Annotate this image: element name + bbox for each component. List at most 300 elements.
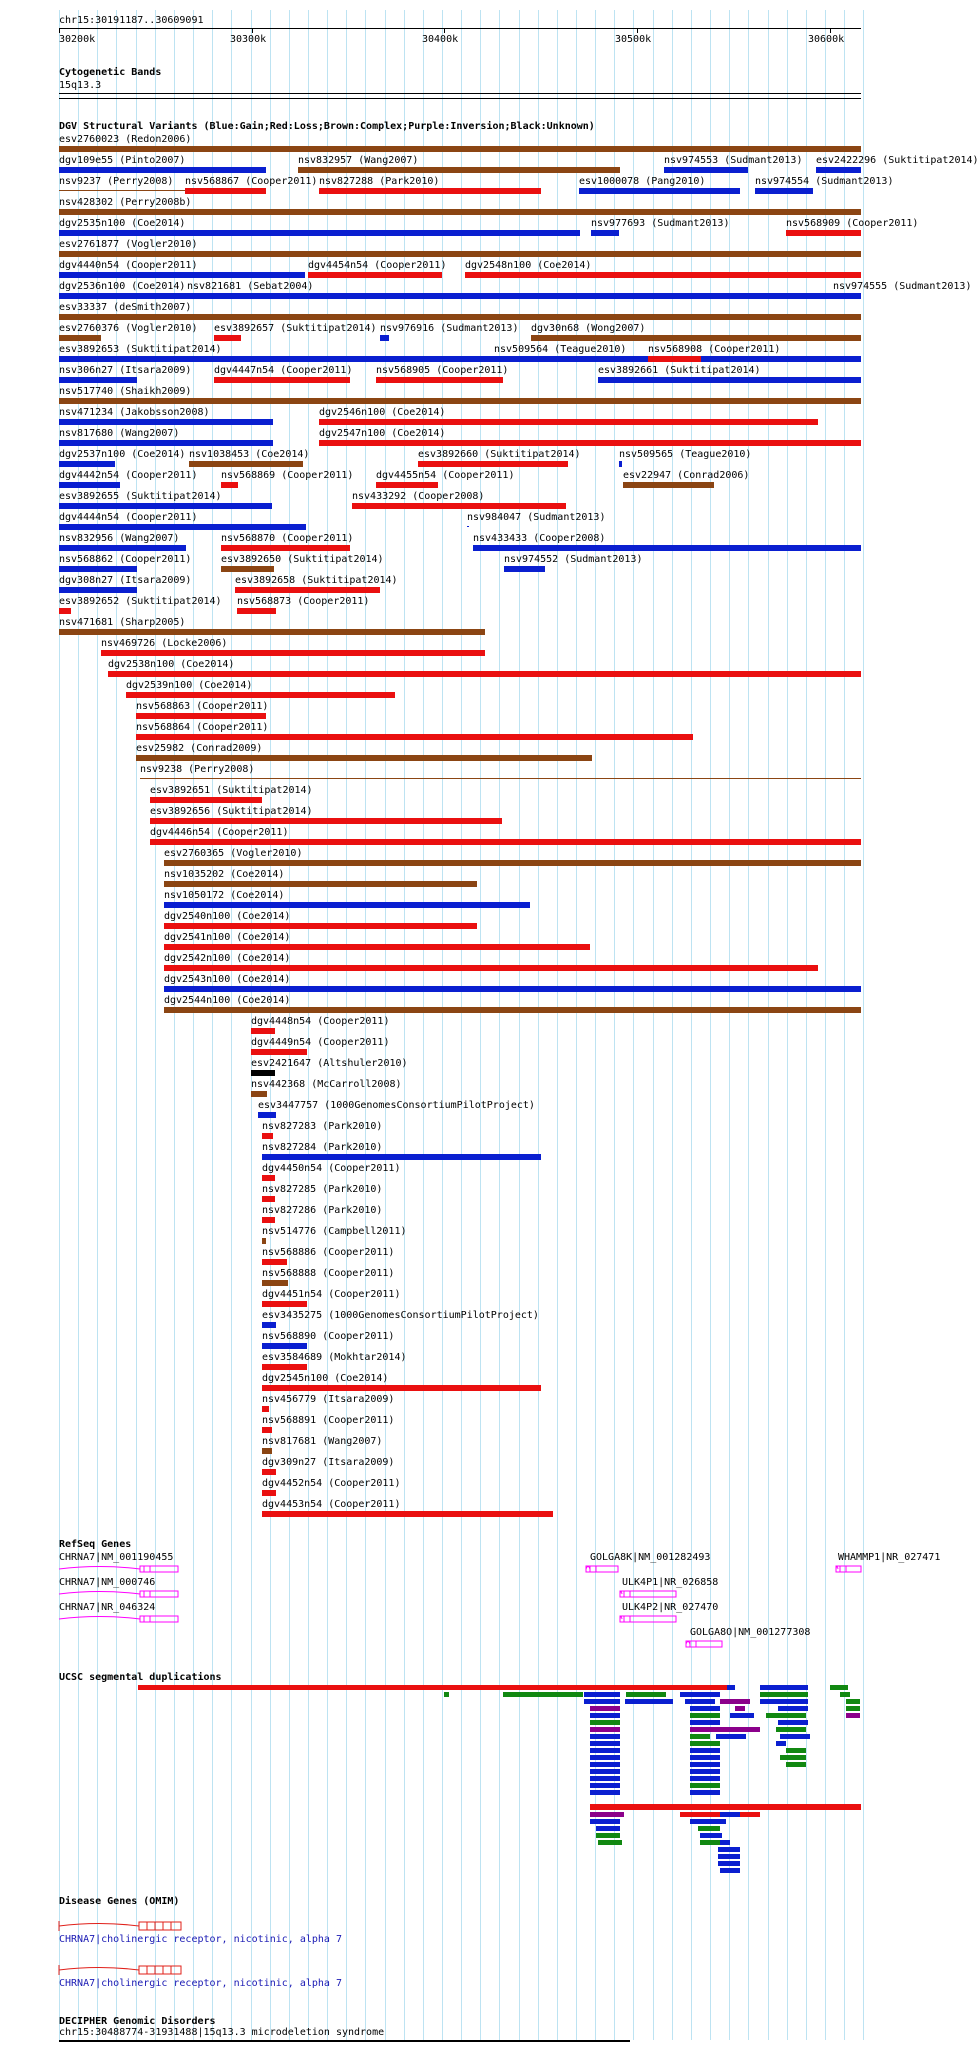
dgv-variant-bar[interactable] bbox=[59, 629, 485, 635]
dgv-variant-label[interactable]: dgv2543n100 (Coe2014) bbox=[164, 974, 291, 985]
dgv-variant-label[interactable]: esv3892658 (Suktitipat2014) bbox=[235, 575, 398, 586]
dgv-variant-bar[interactable] bbox=[221, 482, 238, 488]
dgv-variant-bar[interactable] bbox=[59, 190, 187, 191]
segdup-block[interactable] bbox=[690, 1706, 720, 1711]
segdup-block[interactable] bbox=[590, 1790, 620, 1795]
segdup-block[interactable] bbox=[776, 1727, 806, 1732]
segdup-block[interactable] bbox=[590, 1706, 620, 1711]
dgv-variant-label[interactable]: esv3892660 (Suktitipat2014) bbox=[418, 449, 581, 460]
segdup-block[interactable] bbox=[590, 1776, 620, 1781]
dgv-variant-bar[interactable] bbox=[648, 356, 701, 362]
dgv-variant-label[interactable]: dgv4447n54 (Cooper2011) bbox=[214, 365, 353, 376]
dgv-variant-bar[interactable] bbox=[376, 377, 503, 383]
dgv-variant-label[interactable]: nsv517740 (Shaikh2009) bbox=[59, 386, 192, 397]
dgv-variant-label[interactable]: nsv827288 (Park2010) bbox=[319, 176, 440, 187]
dgv-variant-label[interactable]: nsv428302 (Perry2008b) bbox=[59, 197, 192, 208]
dgv-variant-bar[interactable] bbox=[251, 1070, 275, 1076]
dgv-variant-bar[interactable] bbox=[164, 965, 818, 971]
dgv-variant-label[interactable]: nsv9238 (Perry2008) bbox=[140, 764, 255, 775]
refseq-gene-glyph[interactable] bbox=[838, 1563, 865, 1575]
dgv-variant-label[interactable]: nsv306n27 (Itsara2009) bbox=[59, 365, 192, 376]
dgv-variant-label[interactable]: dgv2545n100 (Coe2014) bbox=[262, 1373, 389, 1384]
dgv-variant-label[interactable]: esv3892651 (Suktitipat2014) bbox=[150, 785, 313, 796]
dgv-variant-label[interactable]: dgv4446n54 (Cooper2011) bbox=[150, 827, 289, 838]
dgv-variant-bar[interactable] bbox=[833, 293, 861, 299]
dgv-variant-bar[interactable] bbox=[59, 314, 861, 320]
segdup-block[interactable] bbox=[720, 1812, 740, 1817]
segdup-block[interactable] bbox=[700, 1840, 722, 1845]
dgv-variant-label[interactable]: dgv2547n100 (Coe2014) bbox=[319, 428, 446, 439]
segdup-block[interactable] bbox=[780, 1755, 806, 1760]
segdup-block[interactable] bbox=[590, 1741, 620, 1746]
dgv-variant-label[interactable]: dgv2539n100 (Coe2014) bbox=[126, 680, 253, 691]
dgv-variant-label[interactable]: esv33337 (deSmith2007) bbox=[59, 302, 192, 313]
dgv-variant-label[interactable]: esv2760365 (Vogler2010) bbox=[164, 848, 303, 859]
dgv-variant-label[interactable]: dgv4454n54 (Cooper2011) bbox=[308, 260, 447, 271]
dgv-variant-label[interactable]: dgv4451n54 (Cooper2011) bbox=[262, 1289, 401, 1300]
dgv-variant-bar[interactable] bbox=[136, 713, 266, 719]
segdup-block[interactable] bbox=[584, 1692, 620, 1697]
segdup-block[interactable] bbox=[590, 1819, 620, 1824]
dgv-variant-bar[interactable] bbox=[214, 377, 350, 383]
dgv-variant-bar[interactable] bbox=[262, 1364, 307, 1370]
dgv-variant-label[interactable]: nsv817681 (Wang2007) bbox=[262, 1436, 383, 1447]
dgv-variant-label[interactable]: esv22947 (Conrad2006) bbox=[623, 470, 750, 481]
omim-gene-glyph[interactable] bbox=[59, 1963, 184, 1977]
dgv-variant-bar[interactable] bbox=[59, 503, 272, 509]
dgv-variant-bar[interactable] bbox=[258, 1112, 276, 1118]
segdup-block[interactable] bbox=[690, 1790, 720, 1795]
dgv-variant-bar[interactable] bbox=[504, 566, 545, 572]
refseq-gene-glyph[interactable] bbox=[59, 1588, 182, 1600]
segdup-block[interactable] bbox=[596, 1826, 620, 1831]
segdup-block[interactable] bbox=[596, 1833, 620, 1838]
dgv-variant-bar[interactable] bbox=[380, 335, 389, 341]
dgv-variant-label[interactable]: nsv568867 (Cooper2011) bbox=[185, 176, 318, 187]
segdup-block[interactable] bbox=[776, 1741, 786, 1746]
dgv-variant-bar[interactable] bbox=[664, 167, 748, 173]
dgv-variant-label[interactable]: dgv4440n54 (Cooper2011) bbox=[59, 260, 198, 271]
dgv-variant-label[interactable]: dgv4448n54 (Cooper2011) bbox=[251, 1016, 390, 1027]
dgv-variant-label[interactable]: dgv2535n100 (Coe2014) bbox=[59, 218, 186, 229]
dgv-variant-label[interactable]: nsv974553 (Sudmant2013) bbox=[664, 155, 803, 166]
dgv-variant-bar[interactable] bbox=[262, 1217, 275, 1223]
dgv-variant-label[interactable]: nsv469726 (Locke2006) bbox=[101, 638, 228, 649]
dgv-variant-bar[interactable] bbox=[623, 482, 714, 488]
segdup-block[interactable] bbox=[690, 1776, 720, 1781]
dgv-variant-label[interactable]: nsv509565 (Teague2010) bbox=[619, 449, 752, 460]
dgv-variant-label[interactable]: esv2421647 (Altshuler2010) bbox=[251, 1058, 408, 1069]
dgv-variant-bar[interactable] bbox=[619, 461, 622, 467]
dgv-variant-bar[interactable] bbox=[150, 818, 502, 824]
dgv-variant-label[interactable]: dgv2536n100 (Coe2014) bbox=[59, 281, 186, 292]
dgv-variant-label[interactable]: esv3892650 (Suktitipat2014) bbox=[221, 554, 384, 565]
dgv-variant-bar[interactable] bbox=[319, 419, 818, 425]
dgv-variant-bar[interactable] bbox=[59, 566, 137, 572]
segdup-block[interactable] bbox=[690, 1713, 720, 1718]
dgv-variant-label[interactable]: dgv2542n100 (Coe2014) bbox=[164, 953, 291, 964]
dgv-variant-label[interactable]: esv3892652 (Suktitipat2014) bbox=[59, 596, 222, 607]
segdup-block[interactable] bbox=[846, 1706, 860, 1711]
segdup-block[interactable] bbox=[625, 1699, 673, 1704]
dgv-variant-label[interactable]: nsv568886 (Cooper2011) bbox=[262, 1247, 395, 1258]
dgv-variant-label[interactable]: nsv456779 (Itsara2009) bbox=[262, 1394, 395, 1405]
dgv-variant-bar[interactable] bbox=[465, 272, 861, 278]
segdup-block[interactable] bbox=[690, 1727, 760, 1732]
segdup-block[interactable] bbox=[590, 1769, 620, 1774]
dgv-variant-label[interactable]: dgv2548n100 (Coe2014) bbox=[465, 260, 592, 271]
refseq-gene-glyph[interactable] bbox=[590, 1563, 622, 1575]
dgv-variant-label[interactable]: esv3435275 (1000GenomesConsortiumPilotProject) bbox=[262, 1310, 539, 1321]
segdup-block[interactable] bbox=[138, 1685, 728, 1690]
refseq-gene-label[interactable]: CHRNA7|NM_001190455 bbox=[59, 1552, 174, 1563]
dgv-variant-label[interactable]: dgv2546n100 (Coe2014) bbox=[319, 407, 446, 418]
dgv-variant-bar[interactable] bbox=[262, 1175, 275, 1181]
dgv-variant-bar[interactable] bbox=[786, 230, 861, 236]
dgv-variant-label[interactable]: dgv4449n54 (Cooper2011) bbox=[251, 1037, 390, 1048]
dgv-variant-bar[interactable] bbox=[591, 230, 619, 236]
refseq-gene-label[interactable]: WHAMMP1|NR_027471 bbox=[838, 1552, 941, 1563]
dgv-variant-bar[interactable] bbox=[262, 1427, 272, 1433]
segdup-block[interactable] bbox=[830, 1685, 848, 1690]
dgv-variant-label[interactable]: nsv568873 (Cooper2011) bbox=[237, 596, 370, 607]
dgv-variant-label[interactable]: esv2760376 (Vogler2010) bbox=[59, 323, 198, 334]
dgv-variant-label[interactable]: esv3447757 (1000GenomesConsortiumPilotProject) bbox=[258, 1100, 535, 1111]
dgv-variant-bar[interactable] bbox=[262, 1343, 307, 1349]
dgv-variant-bar[interactable] bbox=[262, 1301, 307, 1307]
dgv-variant-label[interactable]: nsv568908 (Cooper2011) bbox=[648, 344, 781, 355]
dgv-variant-bar[interactable] bbox=[298, 167, 620, 173]
dgv-variant-label[interactable]: esv3892661 (Suktitipat2014) bbox=[598, 365, 761, 376]
segdup-block[interactable] bbox=[786, 1762, 806, 1767]
dgv-variant-bar[interactable] bbox=[494, 358, 582, 359]
dgv-variant-label[interactable]: dgv4450n54 (Cooper2011) bbox=[262, 1163, 401, 1174]
dgv-variant-bar[interactable] bbox=[221, 545, 350, 551]
segdup-block[interactable] bbox=[700, 1833, 722, 1838]
dgv-variant-label[interactable]: nsv974555 (Sudmant2013) bbox=[833, 281, 972, 292]
segdup-block[interactable] bbox=[590, 1734, 620, 1739]
dgv-variant-label[interactable]: nsv974552 (Sudmant2013) bbox=[504, 554, 643, 565]
refseq-gene-glyph[interactable] bbox=[622, 1613, 680, 1625]
segdup-block[interactable] bbox=[590, 1783, 620, 1788]
dgv-variant-bar[interactable] bbox=[164, 860, 861, 866]
segdup-block[interactable] bbox=[716, 1734, 746, 1739]
dgv-variant-bar[interactable] bbox=[59, 356, 861, 362]
dgv-variant-label[interactable]: nsv568891 (Cooper2011) bbox=[262, 1415, 395, 1426]
segdup-block[interactable] bbox=[778, 1706, 808, 1711]
dgv-variant-label[interactable]: nsv977693 (Sudmant2013) bbox=[591, 218, 730, 229]
decipher-entry[interactable]: chr15:30488774-31931488|15q13.3 microdeletion syndrome bbox=[59, 2027, 385, 2038]
segdup-block[interactable] bbox=[590, 1812, 624, 1817]
segdup-block[interactable] bbox=[760, 1685, 808, 1690]
segdup-block[interactable] bbox=[590, 1762, 620, 1767]
dgv-variant-bar[interactable] bbox=[140, 778, 861, 779]
segdup-block[interactable] bbox=[760, 1692, 808, 1697]
dgv-variant-bar[interactable] bbox=[816, 167, 861, 173]
dgv-variant-label[interactable]: nsv1050172 (Coe2014) bbox=[164, 890, 285, 901]
segdup-block[interactable] bbox=[690, 1734, 710, 1739]
dgv-variant-bar[interactable] bbox=[136, 755, 592, 761]
segdup-block[interactable] bbox=[690, 1783, 720, 1788]
dgv-variant-label[interactable]: nsv817680 (Wang2007) bbox=[59, 428, 180, 439]
dgv-variant-bar[interactable] bbox=[189, 461, 303, 467]
dgv-variant-label[interactable]: nsv568862 (Cooper2011) bbox=[59, 554, 192, 565]
segdup-block[interactable] bbox=[730, 1713, 754, 1718]
refseq-gene-glyph[interactable] bbox=[690, 1638, 726, 1650]
refseq-gene-label[interactable]: GOLGA8K|NM_001282493 bbox=[590, 1552, 711, 1563]
dgv-variant-bar[interactable] bbox=[418, 461, 568, 467]
dgv-variant-bar[interactable] bbox=[59, 251, 861, 257]
segdup-block[interactable] bbox=[690, 1819, 726, 1824]
omim-gene-glyph[interactable] bbox=[59, 1919, 184, 1933]
segdup-block[interactable] bbox=[727, 1685, 735, 1690]
dgv-variant-bar[interactable] bbox=[59, 482, 120, 488]
dgv-variant-bar[interactable] bbox=[164, 944, 590, 950]
dgv-variant-label[interactable]: esv2422296 (Suktitipat2014) bbox=[816, 155, 979, 166]
dgv-variant-label[interactable]: nsv827285 (Park2010) bbox=[262, 1184, 383, 1195]
segdup-block[interactable] bbox=[685, 1699, 715, 1704]
dgv-variant-bar[interactable] bbox=[59, 587, 137, 593]
dgv-variant-label[interactable]: nsv9237 (Perry2008) bbox=[59, 176, 174, 187]
dgv-variant-bar[interactable] bbox=[185, 188, 266, 194]
dgv-variant-bar[interactable] bbox=[59, 545, 186, 551]
dgv-variant-label[interactable]: esv1000078 (Pang2010) bbox=[579, 176, 706, 187]
refseq-gene-glyph[interactable] bbox=[622, 1588, 680, 1600]
segdup-block[interactable] bbox=[720, 1699, 750, 1704]
dgv-variant-label[interactable]: dgv2544n100 (Coe2014) bbox=[164, 995, 291, 1006]
dgv-variant-bar[interactable] bbox=[59, 461, 115, 467]
dgv-variant-bar[interactable] bbox=[352, 503, 566, 509]
dgv-variant-bar[interactable] bbox=[262, 1511, 553, 1517]
refseq-gene-glyph[interactable] bbox=[59, 1613, 182, 1625]
dgv-variant-label[interactable]: dgv4442n54 (Cooper2011) bbox=[59, 470, 198, 481]
dgv-variant-bar[interactable] bbox=[101, 650, 485, 656]
dgv-variant-bar[interactable] bbox=[308, 272, 442, 278]
segdup-block[interactable] bbox=[690, 1748, 720, 1753]
segdup-block[interactable] bbox=[846, 1713, 860, 1718]
dgv-variant-label[interactable]: esv2761877 (Vogler2010) bbox=[59, 239, 198, 250]
dgv-variant-bar[interactable] bbox=[59, 419, 273, 425]
dgv-variant-bar[interactable] bbox=[579, 188, 740, 194]
dgv-variant-label[interactable]: nsv568905 (Cooper2011) bbox=[376, 365, 509, 376]
dgv-variant-label[interactable]: dgv4444n54 (Cooper2011) bbox=[59, 512, 198, 523]
segdup-block[interactable] bbox=[590, 1804, 861, 1810]
dgv-variant-bar[interactable] bbox=[164, 881, 477, 887]
segdup-block[interactable] bbox=[680, 1692, 720, 1697]
dgv-variant-bar[interactable] bbox=[262, 1322, 276, 1328]
dgv-variant-bar[interactable] bbox=[376, 482, 438, 488]
dgv-variant-bar[interactable] bbox=[598, 377, 861, 383]
dgv-variant-label[interactable]: dgv2540n100 (Coe2014) bbox=[164, 911, 291, 922]
segdup-block[interactable] bbox=[590, 1727, 620, 1732]
segdup-block[interactable] bbox=[584, 1699, 620, 1704]
dgv-variant-label[interactable]: nsv568863 (Cooper2011) bbox=[136, 701, 269, 712]
dgv-variant-bar[interactable] bbox=[262, 1133, 273, 1139]
dgv-variant-bar[interactable] bbox=[262, 1280, 288, 1286]
dgv-variant-bar[interactable] bbox=[262, 1385, 541, 1391]
dgv-variant-label[interactable]: dgv4455n54 (Cooper2011) bbox=[376, 470, 515, 481]
segdup-block[interactable] bbox=[590, 1713, 620, 1718]
dgv-variant-bar[interactable] bbox=[531, 335, 861, 341]
dgv-variant-bar[interactable] bbox=[221, 566, 274, 572]
dgv-variant-bar[interactable] bbox=[473, 545, 861, 551]
dgv-variant-bar[interactable] bbox=[59, 377, 137, 383]
segdup-block[interactable] bbox=[626, 1692, 666, 1697]
dgv-variant-label[interactable]: esv3892655 (Suktitipat2014) bbox=[59, 491, 222, 502]
dgv-variant-label[interactable]: nsv509564 (Teague2010) bbox=[494, 344, 627, 355]
dgv-variant-bar[interactable] bbox=[755, 188, 813, 194]
dgv-variant-bar[interactable] bbox=[59, 608, 71, 614]
dgv-variant-label[interactable]: esv2760023 (Redon2006) bbox=[59, 134, 192, 145]
segdup-block[interactable] bbox=[444, 1692, 449, 1697]
dgv-variant-bar[interactable] bbox=[126, 692, 395, 698]
refseq-gene-label[interactable]: CHRNA7|NM_000746 bbox=[59, 1577, 156, 1588]
dgv-variant-label[interactable]: dgv109e55 (Pinto2007) bbox=[59, 155, 186, 166]
dgv-variant-label[interactable]: nsv568870 (Cooper2011) bbox=[221, 533, 354, 544]
dgv-variant-label[interactable]: esv3892656 (Suktitipat2014) bbox=[150, 806, 313, 817]
dgv-variant-label[interactable]: nsv984047 (Sudmant2013) bbox=[467, 512, 606, 523]
dgv-variant-label[interactable]: esv3892653 (Suktitipat2014) bbox=[59, 344, 222, 355]
dgv-variant-bar[interactable] bbox=[59, 440, 273, 446]
dgv-variant-bar[interactable] bbox=[150, 839, 861, 845]
dgv-variant-bar[interactable] bbox=[251, 1049, 307, 1055]
dgv-variant-bar[interactable] bbox=[150, 797, 262, 803]
segdup-block[interactable] bbox=[840, 1692, 850, 1697]
dgv-variant-bar[interactable] bbox=[164, 923, 477, 929]
dgv-variant-bar[interactable] bbox=[262, 1448, 272, 1454]
dgv-variant-bar[interactable] bbox=[262, 1469, 276, 1475]
dgv-variant-bar[interactable] bbox=[262, 1406, 269, 1412]
dgv-variant-bar[interactable] bbox=[59, 272, 305, 278]
segdup-block[interactable] bbox=[598, 1840, 622, 1845]
dgv-variant-bar[interactable] bbox=[251, 1091, 267, 1097]
dgv-variant-label[interactable]: dgv2538n100 (Coe2014) bbox=[108, 659, 235, 670]
dgv-variant-label[interactable]: dgv4453n54 (Cooper2011) bbox=[262, 1499, 401, 1510]
dgv-variant-bar[interactable] bbox=[164, 986, 861, 992]
dgv-variant-label[interactable]: nsv471681 (Sharp2005) bbox=[59, 617, 186, 628]
dgv-variant-bar[interactable] bbox=[251, 1028, 275, 1034]
dgv-variant-label[interactable]: nsv433433 (Cooper2008) bbox=[473, 533, 606, 544]
dgv-variant-bar[interactable] bbox=[59, 146, 861, 152]
segdup-block[interactable] bbox=[698, 1826, 720, 1831]
dgv-variant-label[interactable]: nsv568888 (Cooper2011) bbox=[262, 1268, 395, 1279]
dgv-variant-label[interactable]: dgv4452n54 (Cooper2011) bbox=[262, 1478, 401, 1489]
dgv-variant-label[interactable]: dgv309n27 (Itsara2009) bbox=[262, 1457, 395, 1468]
dgv-variant-label[interactable]: nsv827284 (Park2010) bbox=[262, 1142, 383, 1153]
segdup-block[interactable] bbox=[778, 1720, 808, 1725]
segdup-block[interactable] bbox=[690, 1720, 720, 1725]
segdup-block[interactable] bbox=[690, 1769, 720, 1774]
dgv-variant-label[interactable]: esv25982 (Conrad2009) bbox=[136, 743, 263, 754]
omim-entry-label[interactable]: CHRNA7|cholinergic receptor, nicotinic, alpha 7 bbox=[59, 1934, 342, 1945]
segdup-block[interactable] bbox=[590, 1755, 620, 1760]
dgv-variant-label[interactable]: dgv2537n100 (Coe2014) bbox=[59, 449, 186, 460]
dgv-variant-label[interactable]: nsv568890 (Cooper2011) bbox=[262, 1331, 395, 1342]
refseq-gene-label[interactable]: ULK4P2|NR_027470 bbox=[622, 1602, 719, 1613]
segdup-block[interactable] bbox=[760, 1699, 808, 1704]
dgv-variant-label[interactable]: nsv514776 (Campbell2011) bbox=[262, 1226, 407, 1237]
refseq-gene-label[interactable]: ULK4P1|NR_026858 bbox=[622, 1577, 719, 1588]
dgv-variant-bar[interactable] bbox=[59, 230, 580, 236]
segdup-block[interactable] bbox=[690, 1741, 720, 1746]
dgv-variant-label[interactable]: nsv442368 (McCarroll2008) bbox=[251, 1079, 402, 1090]
dgv-variant-bar[interactable] bbox=[59, 398, 861, 404]
dgv-variant-label[interactable]: esv3892657 (Suktitipat2014) bbox=[214, 323, 377, 334]
dgv-variant-label[interactable]: nsv974554 (Sudmant2013) bbox=[755, 176, 894, 187]
dgv-variant-bar[interactable] bbox=[467, 526, 469, 527]
segdup-block[interactable] bbox=[718, 1861, 740, 1866]
dgv-variant-label[interactable]: dgv308n27 (Itsara2009) bbox=[59, 575, 192, 586]
refseq-gene-label[interactable]: GOLGA8O|NM_001277308 bbox=[690, 1627, 811, 1638]
dgv-variant-label[interactable]: nsv1035202 (Coe2014) bbox=[164, 869, 285, 880]
dgv-variant-label[interactable]: nsv827286 (Park2010) bbox=[262, 1205, 383, 1216]
segdup-block[interactable] bbox=[690, 1755, 720, 1760]
dgv-variant-label[interactable]: dgv2541n100 (Coe2014) bbox=[164, 932, 291, 943]
segdup-block[interactable] bbox=[590, 1748, 620, 1753]
omim-entry-label[interactable]: CHRNA7|cholinergic receptor, nicotinic, alpha 7 bbox=[59, 1978, 342, 1989]
omim-title: Disease Genes (OMIM) bbox=[59, 1896, 180, 1907]
dgv-variant-bar[interactable] bbox=[108, 671, 861, 677]
dgv-variant-bar[interactable] bbox=[319, 440, 861, 446]
segdup-block[interactable] bbox=[590, 1720, 620, 1725]
segdup-block[interactable] bbox=[503, 1692, 583, 1697]
dgv-variant-label[interactable]: nsv832957 (Wang2007) bbox=[298, 155, 419, 166]
dgv-variant-label[interactable]: dgv30n68 (Wong2007) bbox=[531, 323, 646, 334]
dgv-variant-label[interactable]: nsv1038453 (Coe2014) bbox=[189, 449, 310, 460]
dgv-variant-bar[interactable] bbox=[262, 1259, 287, 1265]
dgv-variant-bar[interactable] bbox=[59, 209, 861, 215]
dgv-variant-bar[interactable] bbox=[319, 188, 541, 194]
dgv-variant-bar[interactable] bbox=[59, 335, 101, 341]
dgv-variant-bar[interactable] bbox=[262, 1196, 275, 1202]
dgv-variant-label[interactable]: nsv976916 (Sudmant2013) bbox=[380, 323, 519, 334]
segdup-block[interactable] bbox=[718, 1847, 740, 1852]
dgv-variant-bar[interactable] bbox=[262, 1238, 266, 1244]
segdup-block[interactable] bbox=[780, 1734, 810, 1739]
dgv-variant-label[interactable]: nsv821681 (Sebat2004) bbox=[187, 281, 314, 292]
dgv-variant-label[interactable]: nsv568909 (Cooper2011) bbox=[786, 218, 919, 229]
dgv-variant-bar[interactable] bbox=[59, 524, 306, 530]
dgv-variant-bar[interactable] bbox=[164, 1007, 861, 1013]
dgv-variant-label[interactable]: nsv832956 (Wang2007) bbox=[59, 533, 180, 544]
dgv-variant-label[interactable]: nsv471234 (Jakobsson2008) bbox=[59, 407, 210, 418]
dgv-variant-label[interactable]: nsv433292 (Cooper2008) bbox=[352, 491, 485, 502]
dgv-variant-bar[interactable] bbox=[136, 734, 693, 740]
refseq-gene-glyph[interactable] bbox=[59, 1563, 182, 1575]
dgv-variant-label[interactable]: nsv568869 (Cooper2011) bbox=[221, 470, 354, 481]
dgv-variant-bar[interactable] bbox=[237, 608, 276, 614]
dgv-variant-bar[interactable] bbox=[235, 587, 380, 593]
dgv-variant-bar[interactable] bbox=[262, 1154, 541, 1160]
segdup-block[interactable] bbox=[735, 1706, 745, 1711]
dgv-variant-bar[interactable] bbox=[187, 293, 861, 299]
dgv-variant-bar[interactable] bbox=[262, 1490, 276, 1496]
segdup-block[interactable] bbox=[786, 1748, 806, 1753]
segdup-block[interactable] bbox=[720, 1840, 730, 1845]
dgv-variant-bar[interactable] bbox=[214, 335, 241, 341]
segdup-block[interactable] bbox=[718, 1854, 740, 1859]
dgv-variant-label[interactable]: nsv568864 (Cooper2011) bbox=[136, 722, 269, 733]
segdup-block[interactable] bbox=[766, 1713, 806, 1718]
refseq-gene-label[interactable]: CHRNA7|NR_046324 bbox=[59, 1602, 156, 1613]
dgv-variant-label[interactable]: nsv827283 (Park2010) bbox=[262, 1121, 383, 1132]
segdup-block[interactable] bbox=[690, 1762, 720, 1767]
segdup-block[interactable] bbox=[720, 1868, 740, 1873]
segdup-block[interactable] bbox=[846, 1699, 860, 1704]
dgv-variant-label[interactable]: esv3584689 (Mokhtar2014) bbox=[262, 1352, 407, 1363]
dgv-variant-bar[interactable] bbox=[164, 902, 530, 908]
dgv-variant-bar[interactable] bbox=[59, 167, 266, 173]
